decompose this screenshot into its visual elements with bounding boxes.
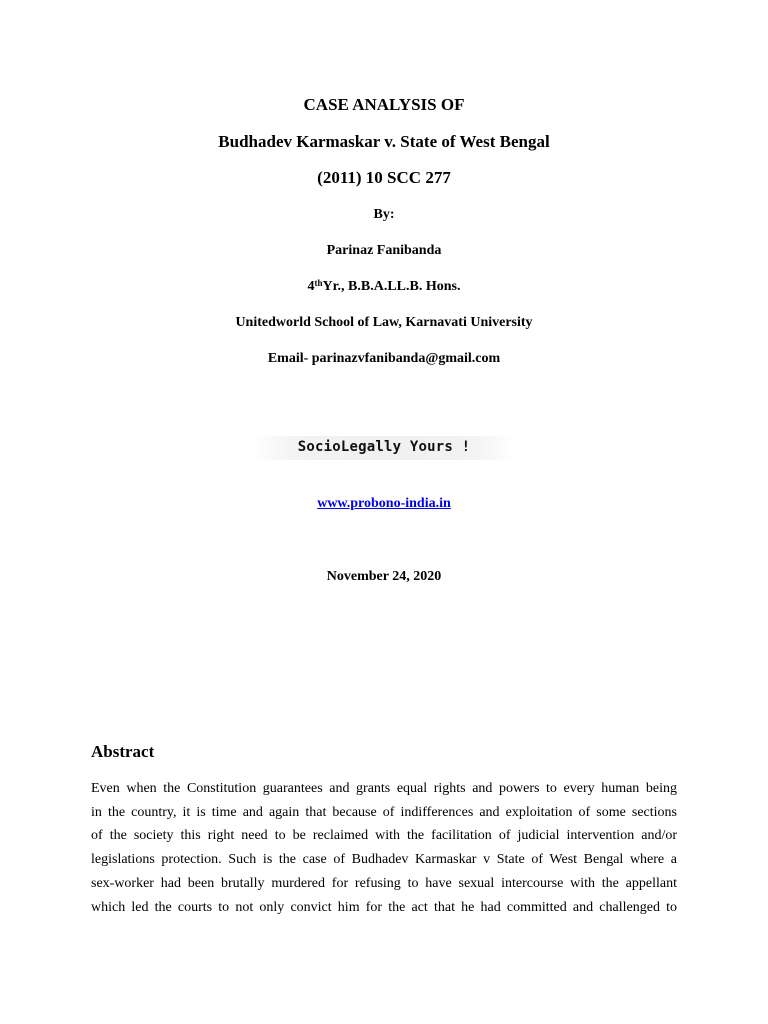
author-email: Email- parinazvfanibanda@gmail.com [267, 351, 501, 366]
abstract-line: of the society this right need to be reclaimed with the facilitation of judicial intervention and/or [91, 828, 677, 844]
abstract-body [91, 777, 677, 919]
sociolegally-banner [255, 436, 513, 460]
year-rest: Yr., B.B.A.LL.B. Hons. [322, 279, 461, 294]
abstract-line: which led the courts to not only convict him for the act that he had committed and challenged to [91, 899, 677, 915]
document-title: CASE ANALYSIS OF [303, 95, 465, 114]
abstract-heading: Abstract [91, 742, 155, 761]
author-university: Unitedworld School of Law, Karnavati University [235, 315, 533, 330]
website-line [0, 496, 768, 512]
abstract-line: sex-worker had been brutally murdered for refusing to have sexual intercourse with the appellant [91, 875, 677, 891]
year-superscript: th [314, 278, 323, 288]
author-year [0, 279, 768, 295]
abstract-line: Even when the Constitution guarantees and grants equal rights and powers to every human being [91, 781, 677, 796]
author-name: Parinaz Fanibanda [326, 243, 442, 258]
document-date: November 24, 2020 [326, 569, 442, 584]
case-citation: (2011) 10 SCC 277 [317, 168, 451, 187]
banner-text: SocioLegally Yours ! [297, 439, 471, 455]
year-number: 4 [307, 279, 315, 294]
abstract-line: legislations protection. Such is the case of Budhadev Karmaskar v State of West Bengal where a [91, 852, 677, 868]
abstract-line: in the country, it is time and again that because of indifferences and exploitation of some sections [91, 804, 677, 820]
by-label: By: [373, 207, 395, 222]
case-name: Budhadev Karmaskar v. State of West Bengal [218, 132, 550, 151]
website-link[interactable]: www.probono-india.in [317, 496, 451, 511]
